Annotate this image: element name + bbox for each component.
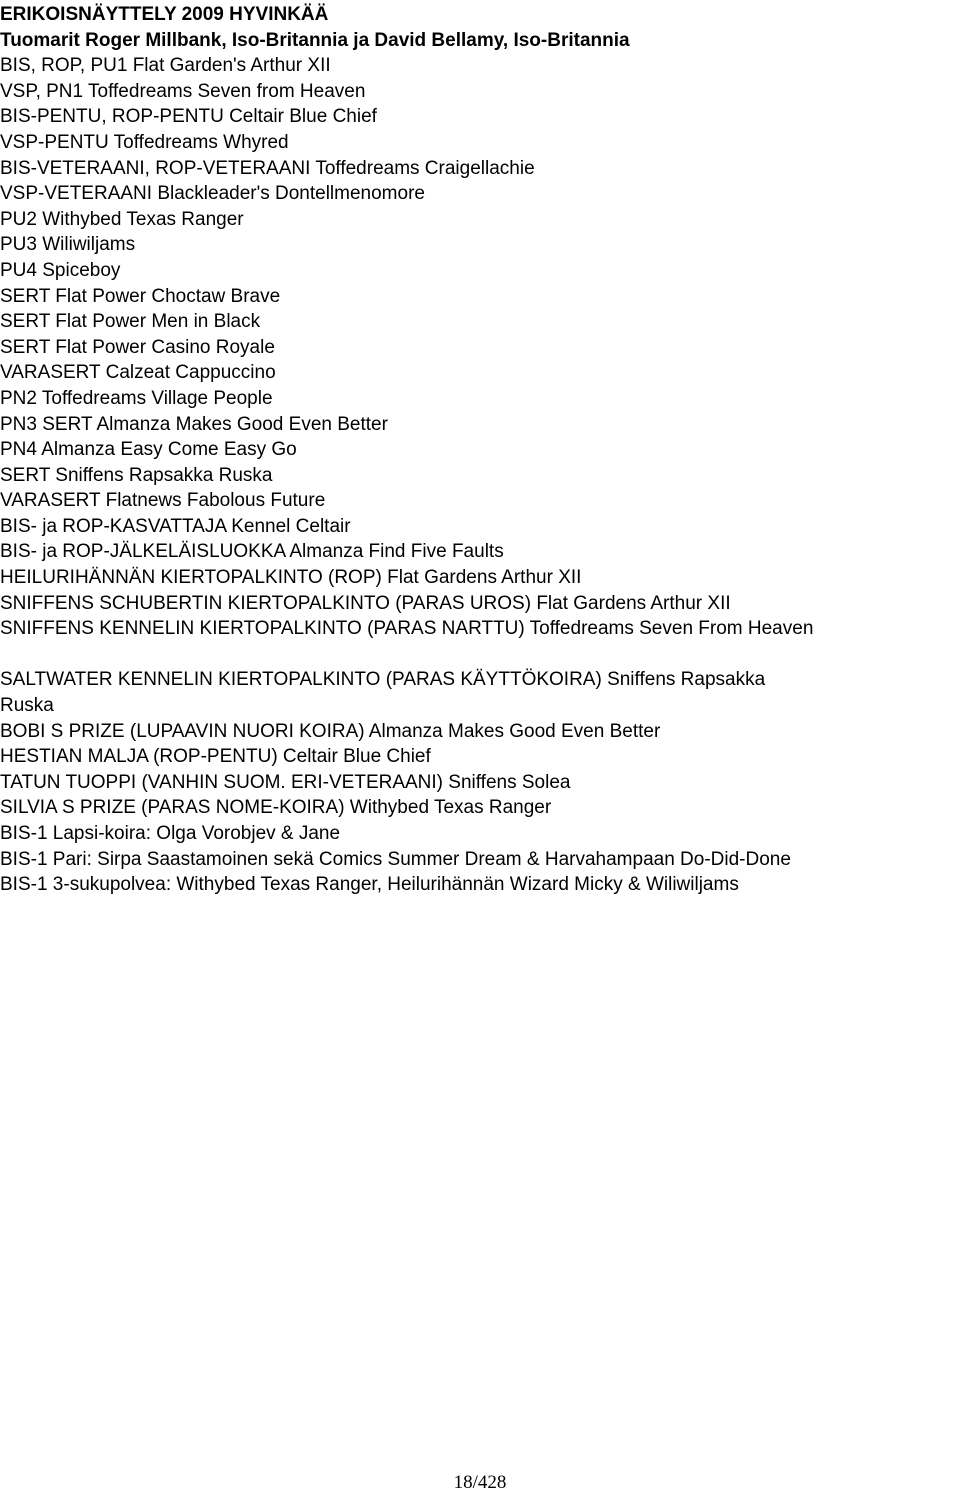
result-line: VSP-VETERAANI Blackleader's Dontellmenomore xyxy=(0,183,425,205)
document-title: ERIKOISNÄYTTELY 2009 HYVINKÄÄ xyxy=(0,4,329,25)
result-line: SERT Sniffens Rapsakka Ruska xyxy=(0,464,273,486)
judges-line: Tuomarit Roger Millbank, Iso-Britannia ja David Bellamy, Iso-Britannia xyxy=(0,29,630,51)
result-line: VARASERT Calzeat Cappuccino xyxy=(0,362,276,384)
result-line: BIS- ja ROP-JÄLKELÄISLUOKKA Almanza Find Five Faults xyxy=(0,541,504,563)
result-line: VSP-PENTU Toffedreams Whyred xyxy=(0,131,289,153)
page-number: 18/428 xyxy=(453,1472,507,1493)
result-line: SERT Flat Power Men in Black xyxy=(0,311,261,333)
result-line: BIS, ROP, PU1 Flat Garden's Arthur XII xyxy=(0,55,331,77)
result-line: BIS-VETERAANI, ROP-VETERAANI Toffedreams Craigellachie xyxy=(0,157,535,179)
prize-line: HESTIAN MALJA (ROP-PENTU) Celtair Blue Chief xyxy=(0,746,431,768)
prizes-list xyxy=(0,667,960,897)
result-line: VSP, PN1 Toffedreams Seven from Heaven xyxy=(0,80,366,102)
result-line: PN4 Almanza Easy Come Easy Go xyxy=(0,439,297,461)
prize-line: SALTWATER KENNELIN KIERTOPALKINTO (PARAS KÄYTTÖKOIRA) Sniffens Rapsakka xyxy=(0,669,766,691)
paragraph-gap xyxy=(0,642,960,668)
prize-line: TATUN TUOPPI (VANHIN SUOM. ERI-VETERAANI) Sniffens Solea xyxy=(0,771,571,793)
result-line: SERT Flat Power Casino Royale xyxy=(0,336,275,358)
result-line: PU3 Wiliwiljams xyxy=(0,234,136,256)
results-list xyxy=(0,53,960,642)
document-body xyxy=(0,2,960,898)
result-line: PN2 Toffedreams Village People xyxy=(0,387,273,409)
prize-line: BIS-1 3-sukupolvea: Withybed Texas Ranger, Heilurihännän Wizard Micky & Wiliwiljams xyxy=(0,874,739,896)
prize-line: BIS-1 Lapsi-koira: Olga Vorobjev & Jane xyxy=(0,823,341,844)
prize-line: Ruska xyxy=(0,695,54,717)
result-line: PN3 SERT Almanza Makes Good Even Better xyxy=(0,413,388,435)
prize-line: SILVIA S PRIZE (PARAS NOME-KOIRA) Withybed Texas Ranger xyxy=(0,797,552,819)
result-line: SERT Flat Power Choctaw Brave xyxy=(0,285,281,307)
result-line: BIS-PENTU, ROP-PENTU Celtair Blue Chief xyxy=(0,106,377,128)
prize-line: BOBI S PRIZE (LUPAAVIN NUORI KOIRA) Almanza Makes Good Even Better xyxy=(0,720,661,742)
result-line: VARASERT Flatnews Fabolous Future xyxy=(0,490,326,512)
result-line: BIS- ja ROP-KASVATTAJA Kennel Celtair xyxy=(0,515,351,537)
result-line: SNIFFENS KENNELIN KIERTOPALKINTO (PARAS NARTTU) Toffedreams Seven From Heaven xyxy=(0,618,814,640)
result-line: HEILURIHÄNNÄN KIERTOPALKINTO (ROP) Flat Gardens Arthur XII xyxy=(0,567,582,589)
result-line: PU4 Spiceboy xyxy=(0,259,121,281)
result-line: SNIFFENS SCHUBERTIN KIERTOPALKINTO (PARAS UROS) Flat Gardens Arthur XII xyxy=(0,592,731,614)
prize-line: BIS-1 Pari: Sirpa Saastamoinen sekä Comics Summer Dream & Harvahampaan Do-Did-Done xyxy=(0,848,791,870)
result-line: PU2 Withybed Texas Ranger xyxy=(0,208,244,230)
